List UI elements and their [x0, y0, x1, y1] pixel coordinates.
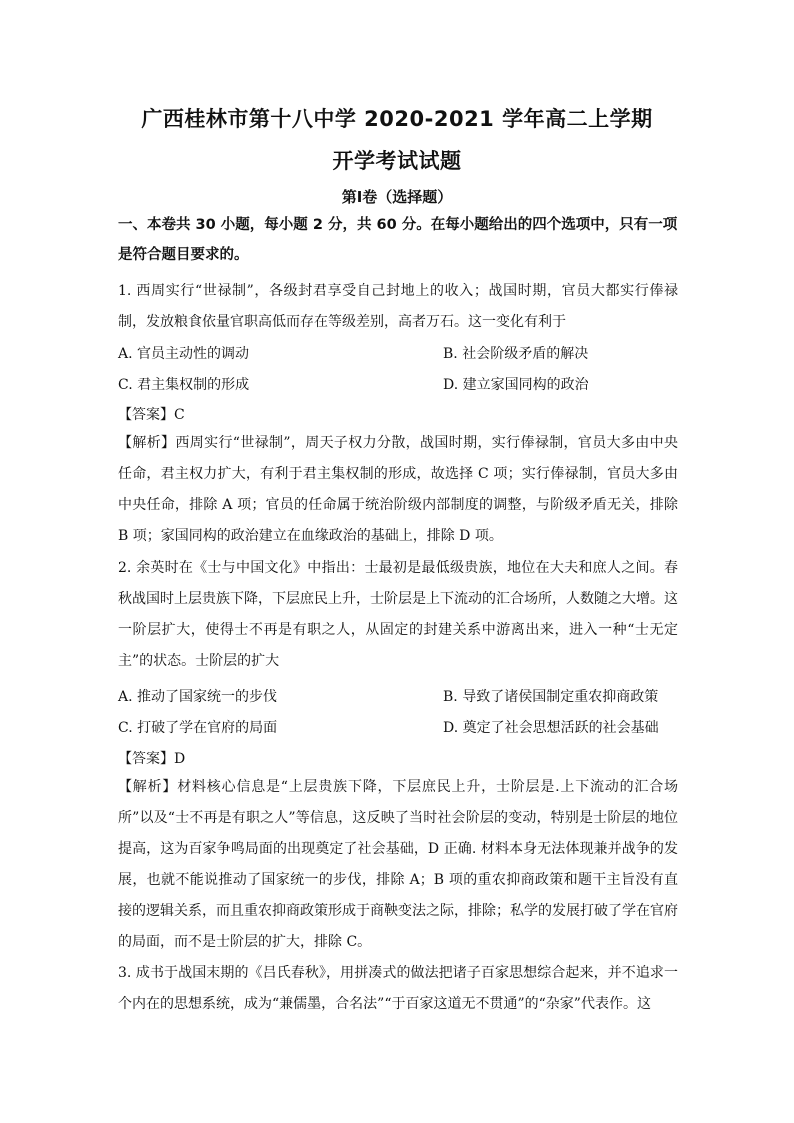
section-instructions: 一、本卷共 30 小题，每小题 2 分，共 60 分。在每小题给出的四个选项中，只有一项是符合题目要求的。	[118, 217, 678, 263]
question-2-option-d: D. 奠定了社会思想活跃的社会基础	[443, 720, 659, 736]
question-1-option-d: D. 建立家国同构的政治	[443, 377, 589, 393]
exam-subtitle-title: 开学考试试题	[332, 149, 462, 173]
question-1-option-a: A. 官员主动性的调动	[118, 346, 250, 362]
question-1-answer: 【答案】C	[118, 407, 185, 423]
question-2-analysis: 【解析】材料核心信息是“上层贵族下降，下层庶民上升，士阶层是.上下流动的汇合场所”以及“士不再是有职之人”等信息，这反映了当时社会阶层的变动，特别是士阶层的地位提高，这为百家争鸣局面的出现奠定了社会基础，D 正确. 材料本身无法体现兼并战争的发展，也就不能说推动了国家统一的步伐，排除 A；B 项的重农抑商政策和题干主旨没有直接的逻辑关系，而且重农抑商政策形成于商鞅变法之际，排除；私学的发展打破了学在官府的局面，而不是士阶层的扩大，排除 C。	[118, 779, 678, 950]
question-1-analysis: 【解析】西周实行“世禄制”，周天子权力分散，战国时期，实行俸禄制，官员大多由中央任命，君主权力扩大，有利于君主集权制的形成，故选择 C 项；实行俸禄制，官员大多由中央任命，排除 A 项；官员的任命属于统治阶级内部制度的调整，与阶级矛盾无关，排除 B 项；家国同构的政治建立在血缘政治的基础上，排除 D 项。	[118, 435, 678, 544]
question-1-option-b: B. 社会阶级矛盾的解决	[443, 346, 589, 362]
question-2-option-b: B. 导致了诸侯国制定重农抑商政策	[443, 689, 659, 705]
question-3-stem: 3. 成书于战国末期的《吕氏春秋》，用拼凑式的做法把诸子百家思想综合起来，并不追求一个内在的思想系统，成为“兼儒墨，合名法”“于百家这道无不贯通”的“杂家”代表作。这	[118, 965, 678, 1012]
question-2-stem: 2. 余英时在《士与中国文化》中指出：士最初是最低级贵族，地位在大夫和庶人之间。春秋战国时上层贵族下降，下层庶民上升，士阶层是上下流动的汇合场所，人数随之大增。这一阶层扩大，使得士不再是有职之人，从固定的封建关系中游离出来，进入一种“士无定主”的状态。士阶层的扩大	[118, 560, 678, 669]
volume-heading: 第Ⅰ卷（选择题）	[341, 188, 453, 206]
question-2-answer: 【答案】D	[118, 751, 186, 767]
question-2-option-c: C. 打破了学在官府的局面	[118, 720, 278, 736]
question-1-option-c: C. 君主集权制的形成	[118, 377, 250, 393]
question-2-option-a: A. 推动了国家统一的步伐	[118, 689, 278, 705]
question-1-stem: 1. 西周实行“世禄制”，各级封君享受自己封地上的收入；战国时期，官员大都实行俸禄制，发放粮食依量官职高低而存在等级差别，高者万石。这一变化有利于	[118, 283, 678, 330]
exam-title: 广西桂林市第十八中学 2020-2021 学年高二上学期	[141, 107, 653, 131]
